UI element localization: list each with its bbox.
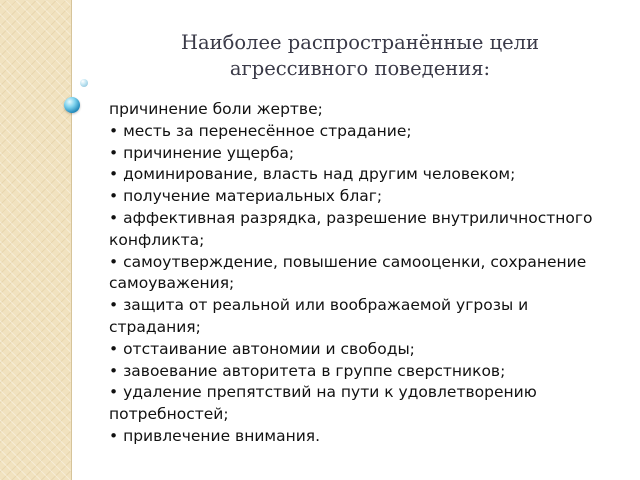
list-item: • аффективная разрядка, разрешение внутриличностного конфликта; [109,208,593,249]
list-item: • привлечение внимания. [109,426,321,445]
list-item: • отстаивание автономии и свободы; [109,339,415,358]
list-item: • защита от реальной или воображаемой угрозы и страдания; [109,296,529,336]
list-item: • удаление препятствий на пути к удовлетворению потребностей; [109,383,537,424]
list-item: • месть за перенесённое страдание; [109,121,412,140]
slide-title-line-2: агрессивного поведения: [229,57,491,80]
decorative-sidebar [0,0,72,480]
list-item: • получение материальных благ; [109,187,383,206]
list-item: • самоутверждение, повышение самооценки, сохранение самоуважения; [109,252,587,293]
list-item: • причинение ущерба; [109,143,295,162]
list-item: причинение боли жертве; [109,100,323,118]
small-bubble-icon [80,79,88,87]
list-item: • завоевание авторитета в группе сверстников; [109,361,506,380]
slide-title-line-1: Наиболее распространённые цели [180,31,540,54]
list-item: • доминирование, власть над другим человеком; [109,165,516,184]
sidebar-divider [71,0,72,480]
goals-list [109,99,624,448]
blue-bubble-icon [64,97,80,113]
slide-title [140,30,580,82]
